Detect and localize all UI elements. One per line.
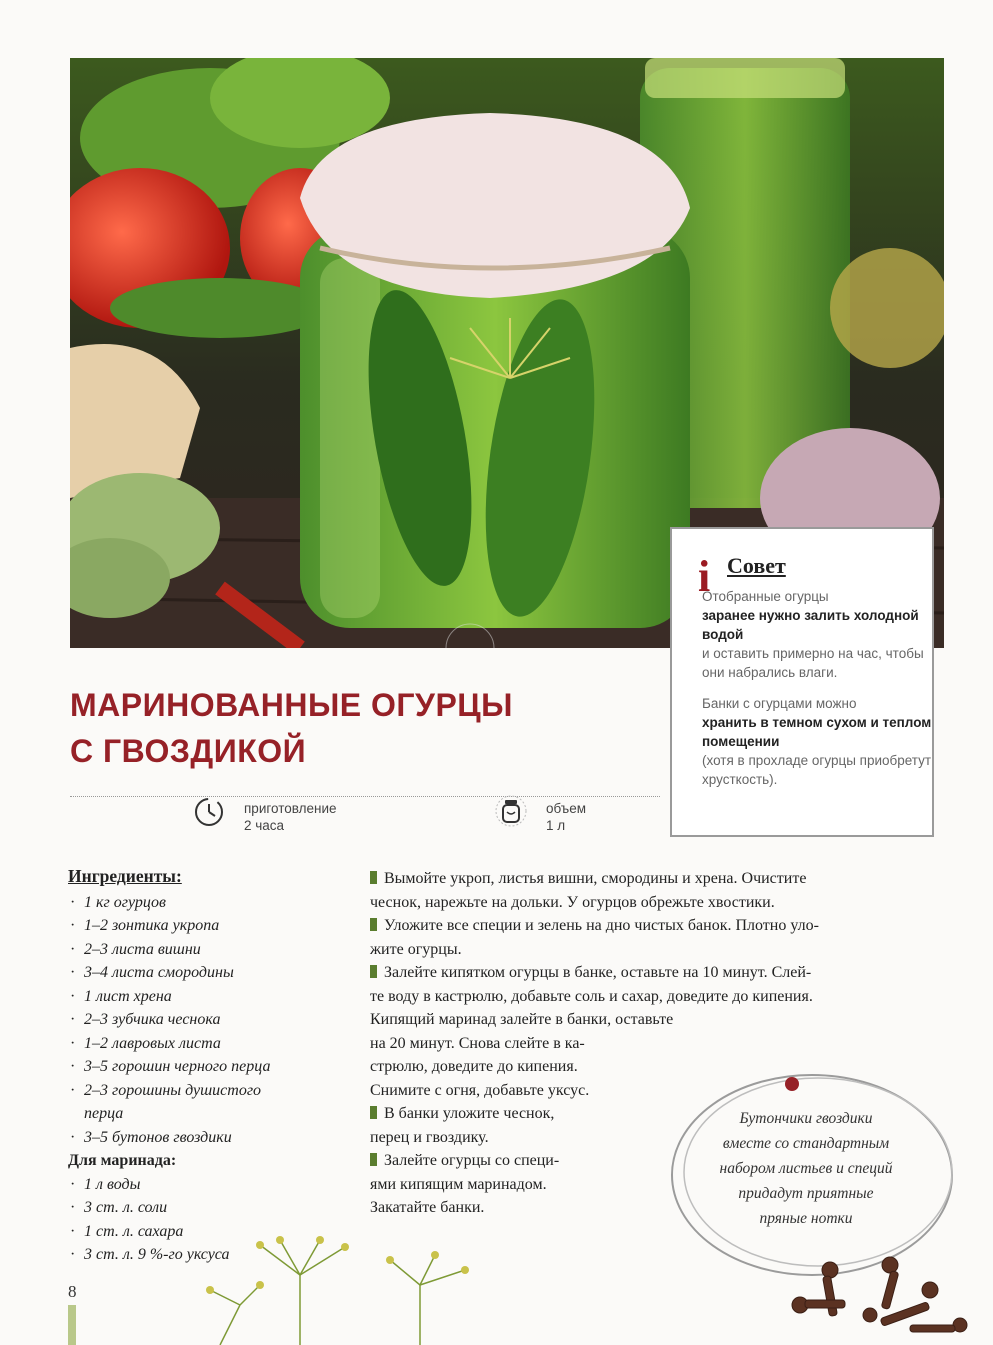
page-edge-strip <box>68 1305 76 1345</box>
info-icon: i <box>698 552 711 601</box>
marinade-heading: Для маринада: <box>68 1152 177 1169</box>
step-line: на 20 минут. Снова слейте в ка- <box>370 1034 585 1052</box>
ingredients-heading: Ингредиенты: <box>68 866 182 886</box>
ingredients-list <box>68 865 348 1267</box>
quote-line: пряные нотки <box>759 1210 853 1227</box>
tip-title: Совет <box>727 553 786 578</box>
bullet-mark <box>370 1153 377 1166</box>
tip-text-2a: Банки с огурцами можно <box>702 696 857 711</box>
tip-box <box>670 527 934 837</box>
step-line: Вымойте укроп, листья вишни, смородины и хрена. Очистите <box>384 870 807 887</box>
ingredient-item: · 1–2 зонтика укропа <box>68 914 348 938</box>
volume-value: 1 л <box>546 818 566 833</box>
step-line: В банки уложите чеснок, <box>384 1105 555 1122</box>
step-line: Залейте огурцы со специ- <box>384 1152 560 1169</box>
step-line: Уложите все специи и зелень на дно чистых банок. Плотно уло- <box>384 917 819 934</box>
ingredient-item: · 2–3 горошины душистого перца <box>68 1079 304 1126</box>
step-line: те воду в кастрюлю, добавьте соль и сахар, доведите до кипения. <box>370 987 813 1005</box>
step-line: Снимите с огня, добавьте уксус. <box>370 1081 590 1099</box>
ingredient-item: · 1–2 лавровых листа <box>68 1032 348 1056</box>
bullet-mark <box>370 918 377 931</box>
tip-text-1b: заранее нужно залить холодной водой <box>702 608 919 642</box>
step-line: Залейте кипятком огурцы в банке, оставьте на 10 минут. Слей- <box>384 964 812 981</box>
ingredient-item: · 2–3 зубчика чеснока <box>68 1008 348 1032</box>
quote-line: набором листьев и специй <box>719 1160 893 1177</box>
ingredient-item: · 3–4 листа смородины <box>68 961 348 985</box>
tip-text-1c: и оставить примерно на час, чтобы они набрались влаги. <box>702 646 924 680</box>
recipe-title <box>70 682 630 774</box>
step-line: жите огурцы. <box>370 940 462 958</box>
step-line: чеснок, нарежьте на дольки. У огурцов обрежьте хвостики. <box>370 893 775 911</box>
volume <box>546 800 586 834</box>
quote-line: вместе со стандартным <box>722 1135 890 1152</box>
volume-label: объем <box>546 801 587 816</box>
clock-icon <box>192 794 226 828</box>
marinade-item: · 3 ст. л. 9 %-го уксуса <box>68 1243 348 1267</box>
ingredient-item: · 1 лист хрена <box>68 985 348 1009</box>
tip-text-2b: хранить в темном сухом и теплом помещении <box>702 715 932 749</box>
marinade-item: · 1 ст. л. сахара <box>68 1220 348 1244</box>
ingredient-item: · 1 кг огурцов <box>68 891 348 915</box>
ingredient-item: · 3–5 горошин черного перца <box>68 1055 348 1079</box>
tip-text-1a: Отобранные огурцы <box>702 589 829 604</box>
recipe-title-line1: МАРИНОВАННЫЕ ОГУРЦЫ <box>70 687 513 723</box>
step-line: Кипящий маринад залейте в банки, оставьте <box>370 1011 674 1028</box>
dill-illustration <box>180 1235 520 1345</box>
prep-value: 2 часа <box>244 818 285 833</box>
tip-text-2c: (хотя в прохладе огурцы приобретут хрусткость). <box>702 753 932 787</box>
meta-divider <box>70 796 660 797</box>
step-line: стрюлю, доведите до кипения. <box>370 1058 578 1075</box>
quote-line: Бутончики гвоздики <box>739 1110 873 1127</box>
marinade-item: · 3 ст. л. соли <box>68 1196 348 1220</box>
jar-icon <box>494 794 528 828</box>
prep-label: приготовление <box>244 801 337 816</box>
ingredient-item: · 2–3 листа вишни <box>68 938 348 962</box>
step-2 <box>370 914 910 961</box>
tip-body <box>702 587 932 801</box>
marinade-item: · 1 л воды <box>68 1173 348 1197</box>
quote-line: придадут приятные <box>738 1185 874 1202</box>
ingredient-item: · 3–5 бутонов гвоздики <box>68 1126 348 1150</box>
step-line: ями кипящим маринадом. <box>370 1175 547 1193</box>
step-line: перец и гвоздику. <box>370 1128 489 1146</box>
step-line: Закатайте банки. <box>370 1199 485 1216</box>
step-1 <box>370 867 910 914</box>
recipe-title-line2: С ГВОЗДИКОЙ <box>70 733 307 769</box>
bullet-mark <box>370 965 377 978</box>
page-number: 8 <box>68 1282 77 1301</box>
bullet-mark <box>370 871 377 884</box>
bullet-mark <box>370 1106 377 1119</box>
cloves-illustration <box>760 1250 990 1345</box>
quote-text <box>686 1106 926 1231</box>
prep-time <box>244 800 337 834</box>
